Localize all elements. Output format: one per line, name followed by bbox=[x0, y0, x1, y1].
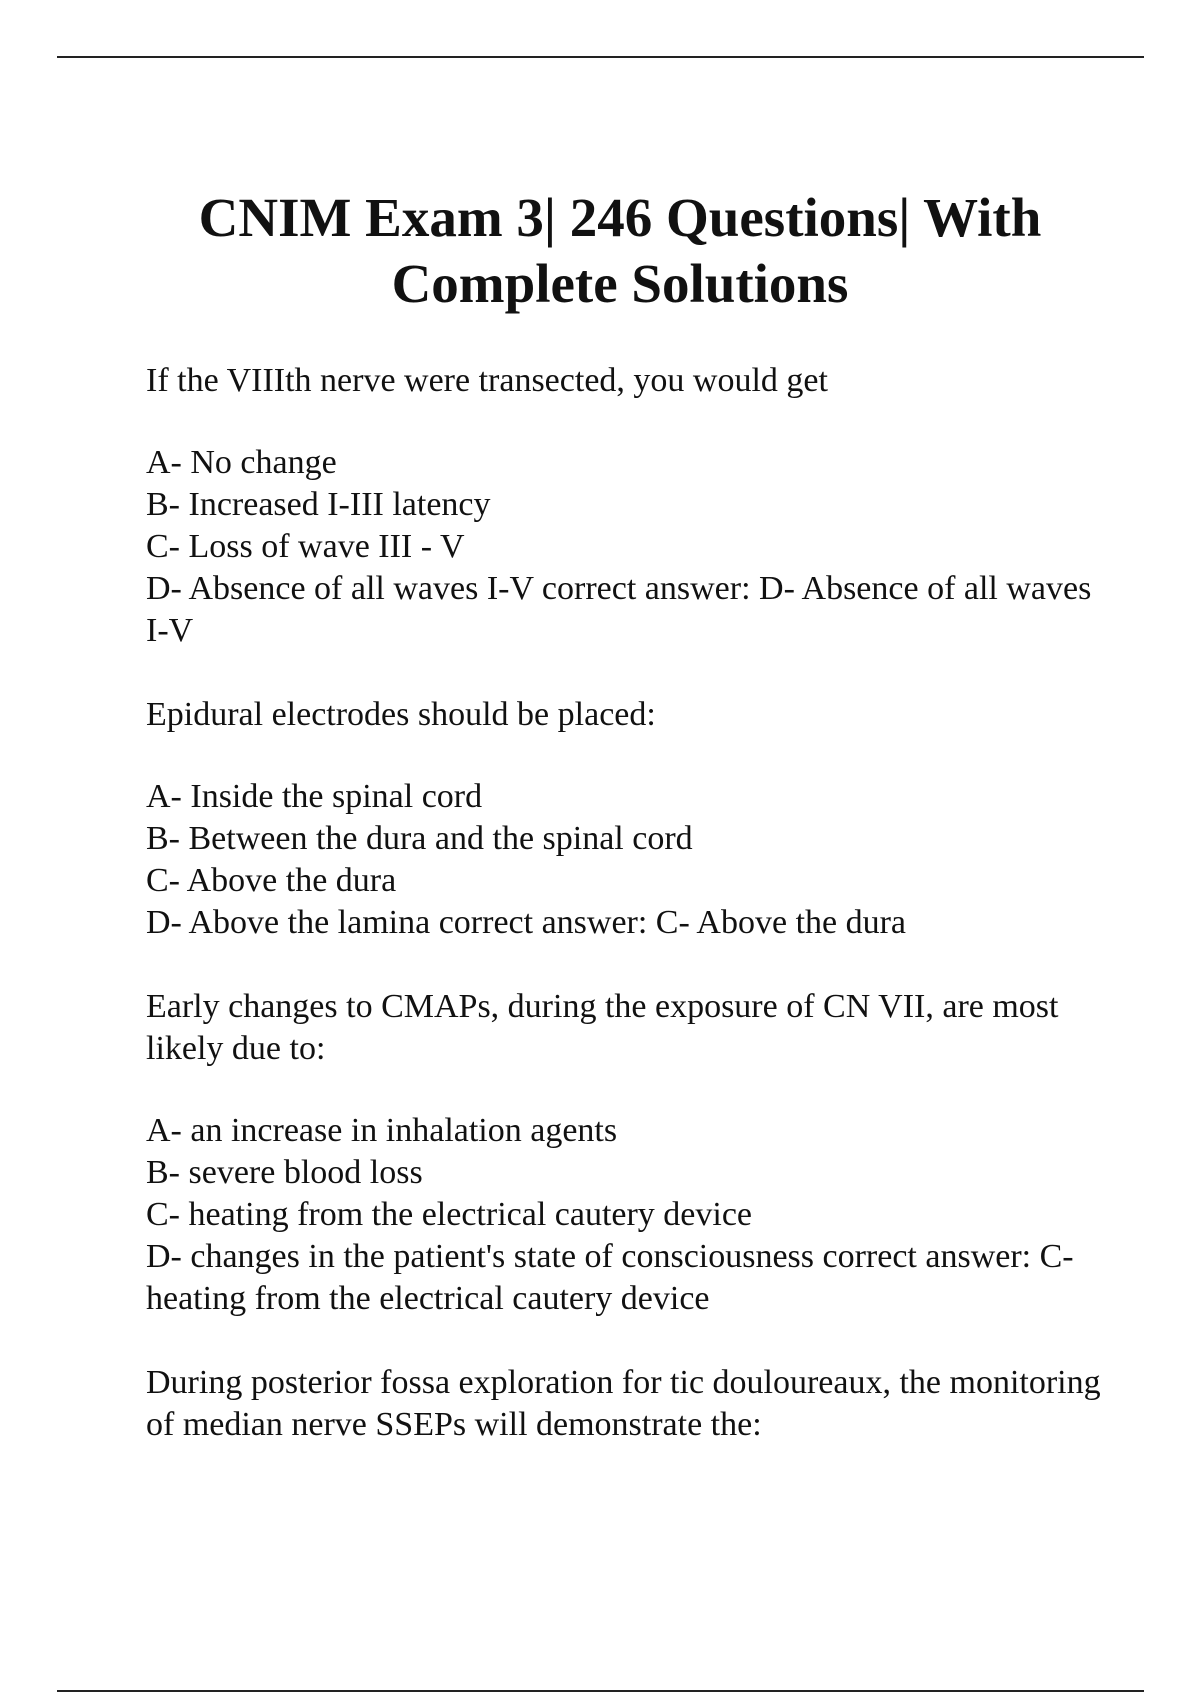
question-4 bbox=[146, 1362, 1106, 1446]
answer-option: C- Loss of wave III - V bbox=[146, 528, 465, 565]
question-prompt: Early changes to CMAPs, during the exposure of CN VII, are most likely due to: bbox=[146, 988, 1059, 1067]
answer-option: D- Absence of all waves I-V correct answer: D- Absence of all waves I-V bbox=[146, 570, 1092, 649]
answer-option: C- Above the dura bbox=[146, 862, 397, 899]
answer-option: B- Increased I-III latency bbox=[146, 486, 491, 523]
question-prompt: If the VIIIth nerve were transected, you would get bbox=[146, 362, 828, 399]
question-2 bbox=[146, 694, 1106, 944]
answer-option: B- Between the dura and the spinal cord bbox=[146, 820, 693, 857]
question-prompt: During posterior fossa exploration for tic douloureaux, the monitoring of median nerve SSEPs will demonstrate the: bbox=[146, 1364, 1101, 1443]
answer-option: A- an increase in inhalation agents bbox=[146, 1112, 618, 1149]
question-prompt: Epidural electrodes should be placed: bbox=[146, 696, 656, 733]
answer-option: B- severe blood loss bbox=[146, 1154, 423, 1191]
answer-option: A- No change bbox=[146, 444, 337, 481]
top-rule bbox=[57, 56, 1144, 58]
bottom-rule bbox=[57, 1690, 1144, 1692]
answer-option: D- Above the lamina correct answer: C- Above the dura bbox=[146, 904, 907, 941]
answer-option: D- changes in the patient's state of consciousness correct answer: C- heating from the electrical cautery device bbox=[146, 1238, 1074, 1317]
question-list bbox=[146, 360, 1106, 1488]
question-3 bbox=[146, 986, 1106, 1320]
answer-option: A- Inside the spinal cord bbox=[146, 778, 483, 815]
document-title: CNIM Exam 3| 246 Questions| With Complete Solutions bbox=[198, 187, 1042, 314]
question-1 bbox=[146, 360, 1106, 652]
answer-option: C- heating from the electrical cautery device bbox=[146, 1196, 753, 1233]
